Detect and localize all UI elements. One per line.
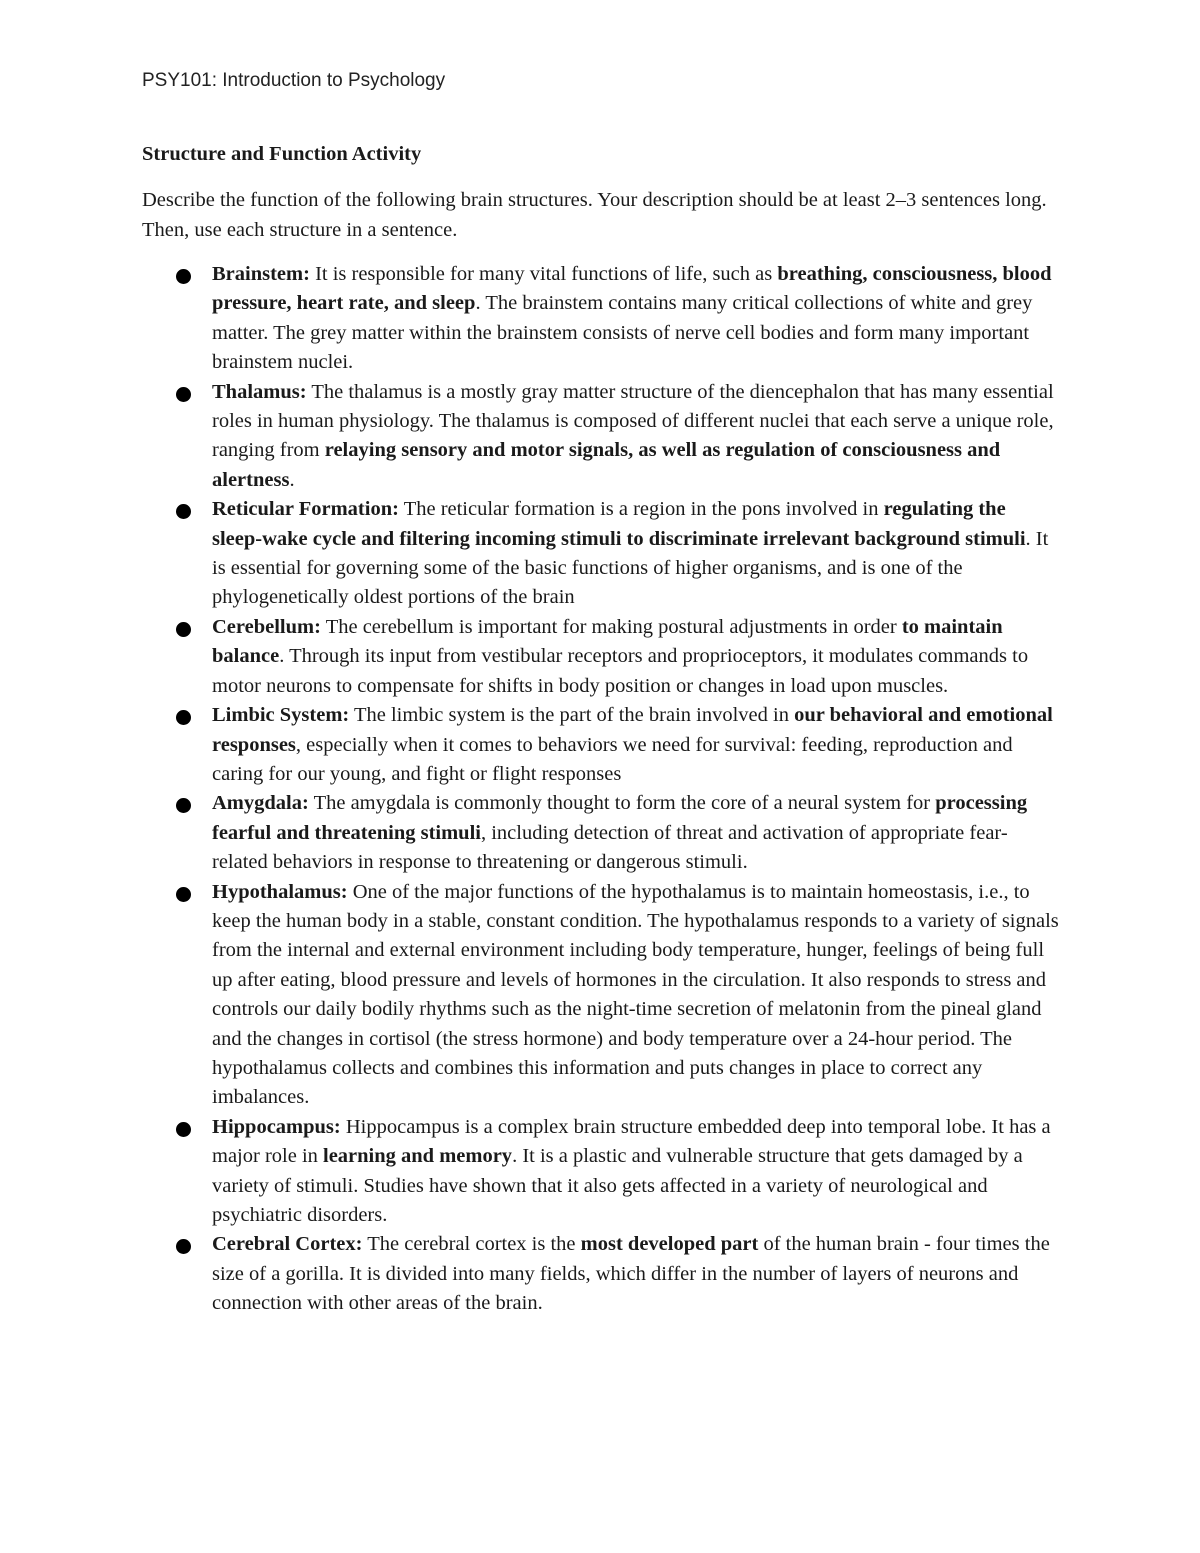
description-text: The cerebellum is important for making postural adjustments in order [320,615,902,638]
term-label: Hypothalamus: [212,880,348,903]
course-header: PSY101: Introduction to Psychology [142,70,446,91]
list-item-brainstem [0,260,1200,378]
list-item-cerebral-cortex [0,1230,1200,1318]
description-text: , including detection of threat and activation of appropriate fear-related behaviors in response to threatening or dangerous stimuli. [212,821,1008,874]
description-text: of the human brain - four times the size of a gorilla. It is divided into many fields, which differ in the number of layers of neurons and connection with other areas of the brain. [212,1233,1050,1315]
description-text: One of the major functions of the hypothalamus is to maintain homeostasis, i.e., to keep the human body in a stable, constant condition. The hypothalamus responds to a variety of signals from the internal and external environment including body temperature, hunger, feelings of being full up after eating, blood pressure and levels of hormones in the circulation. It also responds to stress and controls our daily bodily rhythms such as the night-time secretion of melatonin from the pineal gland and the changes in cortisol (the stress hormone) and body temperature over a 24-hour period. The hypothalamus collects and combines this information and puts changes in place to correct any imbalances. [212,880,1059,1109]
description-text: The limbic system is the part of the brain involved in [349,704,795,727]
description-text: The cerebral cortex is the [362,1233,581,1256]
list-item-limbic-system [0,701,1200,789]
description-text: The thalamus is a mostly gray matter structure of the diencephalon that has many essential roles in human physiology. The thalamus is composed of different nuclei that each serve a unique role, ranging from [212,380,1054,462]
highlight-text: most developed part [580,1233,759,1256]
highlight-text: regulating the sleep-wake cycle and filtering incoming stimuli to discriminate irrelevant background stimuli [212,498,1026,550]
description-text: The amygdala is commonly thought to form the core of a neural system for [308,792,936,815]
highlight-text: processing fearful and threatening stimuli [212,792,1028,844]
highlight-text: breathing, consciousness, blood pressure, heart rate, and sleep [212,263,1052,315]
highlight-text: to maintain balance [212,615,1003,668]
list-item-hypothalamus [0,878,1200,1113]
bullet-icon [176,269,191,284]
instructions: Describe the function of the following brain structures. Your description should be at least 2–3 sentences long. Then, use each structure in a sentence. [142,189,1047,241]
term-label: Thalamus: [212,380,307,403]
term-label: Cerebellum: [212,615,321,638]
term-label: Hippocampus: [212,1115,341,1138]
description-text: It is responsible for many vital functions of life, such as [309,263,778,285]
description-text: . The brainstem contains many critical collections of white and grey matter. The grey matter within the brainstem consists of nerve cell bodies and form many important brainstem nuclei. [212,292,1033,374]
list-item-hippocampus [0,1113,1200,1231]
list-item-thalamus [0,378,1200,496]
term-label: Cerebral Cortex: [212,1233,363,1256]
bullet-icon [176,387,191,402]
bullet-icon [176,1239,191,1254]
description-text: . [289,468,295,491]
bullet-icon [176,1122,191,1137]
activity-title: Structure and Function Activity [142,143,422,165]
description-text: , especially when it comes to behaviors we need for survival: feeding, reproduction and caring for our young, and fight or flight responses [212,733,1013,785]
description-text: . Through its input from vestibular receptors and proprioceptors, it modulates commands to motor neurons to compensate for shifts in body position or changes in load upon muscles. [212,645,1029,697]
description-text: The reticular formation is a region in the pons involved in [398,498,884,521]
bullet-icon [176,504,191,519]
term-label: Amygdala: [212,792,309,815]
description-text: . It is a plastic and vulnerable structure that gets damaged by a variety of stimuli. Studies have shown that it also gets affected in a variety of neurological and psychiatric disorders. [212,1145,1023,1226]
highlight-text: relaying sensory and motor signals, as well as regulation of consciousness and alertness [212,439,1001,491]
term-label: Limbic System: [212,704,350,727]
bullet-icon [176,710,191,725]
term-label: Reticular Formation: [212,498,399,521]
structure-list [0,260,1200,1319]
highlight-text: learning and memory [323,1145,513,1168]
list-item-cerebellum [0,613,1200,701]
bullet-icon [176,887,191,902]
description-text: Hippocampus is a complex brain structure embedded deep into temporal lobe. It has a major role in [212,1115,1051,1168]
list-item-amygdala [0,789,1200,877]
term-label: Brainstem: [212,263,310,285]
description-text: . It is essential for governing some of the basic functions of higher organisms, and is one of the phylogenetically oldest portions of the brain [212,527,1049,609]
list-item-reticular-formation [0,495,1200,613]
bullet-icon [176,798,191,813]
highlight-text: our behavioral and emotional responses [212,704,1053,756]
bullet-icon [176,622,191,637]
